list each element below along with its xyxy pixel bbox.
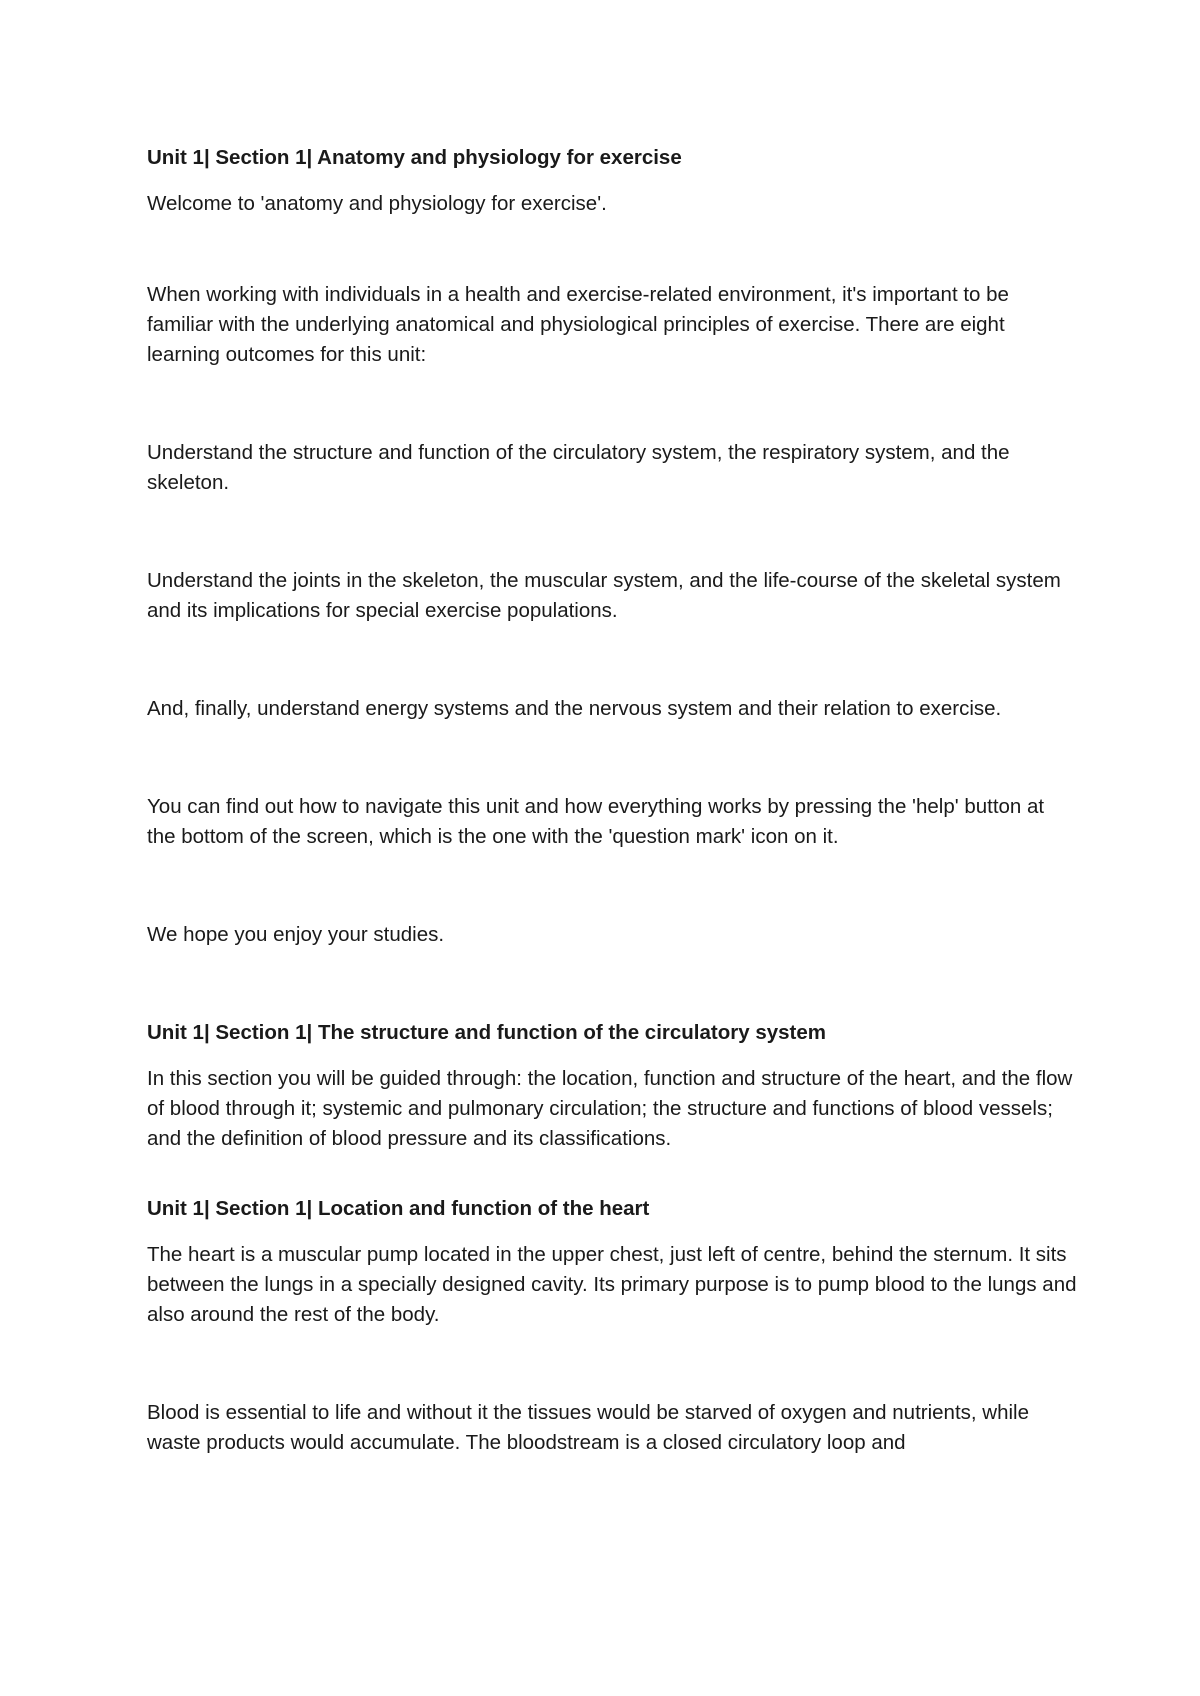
document-page [147,143,1077,1458]
closing-paragraph: We hope you enjoy your studies. [147,923,445,946]
help-paragraph: You can find out how to navigate this unit and how everything works by pressing the 'help' button at the bottom of the screen, which is the one with the 'question mark' icon on it. [147,795,1045,848]
section-heading-heart: Unit 1| Section 1| Location and function of the heart [147,1197,650,1220]
circulatory-intro-paragraph: In this section you will be guided through: the location, function and structure of the heart, and the flow of blood through it; systemic and pulmonary circulation; the structure and functions of blood vessels; and the definition of blood pressure and its classifications. [147,1067,1073,1150]
section-heading-anatomy: Unit 1| Section 1| Anatomy and physiology for exercise [147,146,682,169]
welcome-paragraph: Welcome to 'anatomy and physiology for exercise'. [147,192,607,215]
learning-outcome-3: And, finally, understand energy systems and the nervous system and their relation to exercise. [147,697,1002,720]
learning-outcome-1: Understand the structure and function of the circulatory system, the respiratory system, and the skeleton. [147,441,1010,494]
section-heading-circulatory: Unit 1| Section 1| The structure and function of the circulatory system [147,1021,826,1044]
intro-paragraph: When working with individuals in a health and exercise-related environment, it's important to be familiar with the underlying anatomical and physiological principles of exercise. There are eight learning outcomes for this unit: [147,283,1009,366]
blood-paragraph: Blood is essential to life and without it the tissues would be starved of oxygen and nutrients, while waste products would accumulate. The bloodstream is a closed circulatory loop and [147,1401,1030,1454]
heart-paragraph: The heart is a muscular pump located in the upper chest, just left of centre, behind the sternum. It sits between the lungs in a specially designed cavity. Its primary purpose is to pump blood to the lungs and also around the rest of the body. [147,1243,1077,1326]
learning-outcome-2: Understand the joints in the skeleton, the muscular system, and the life-course of the skeletal system and its implications for special exercise populations. [147,569,1061,622]
